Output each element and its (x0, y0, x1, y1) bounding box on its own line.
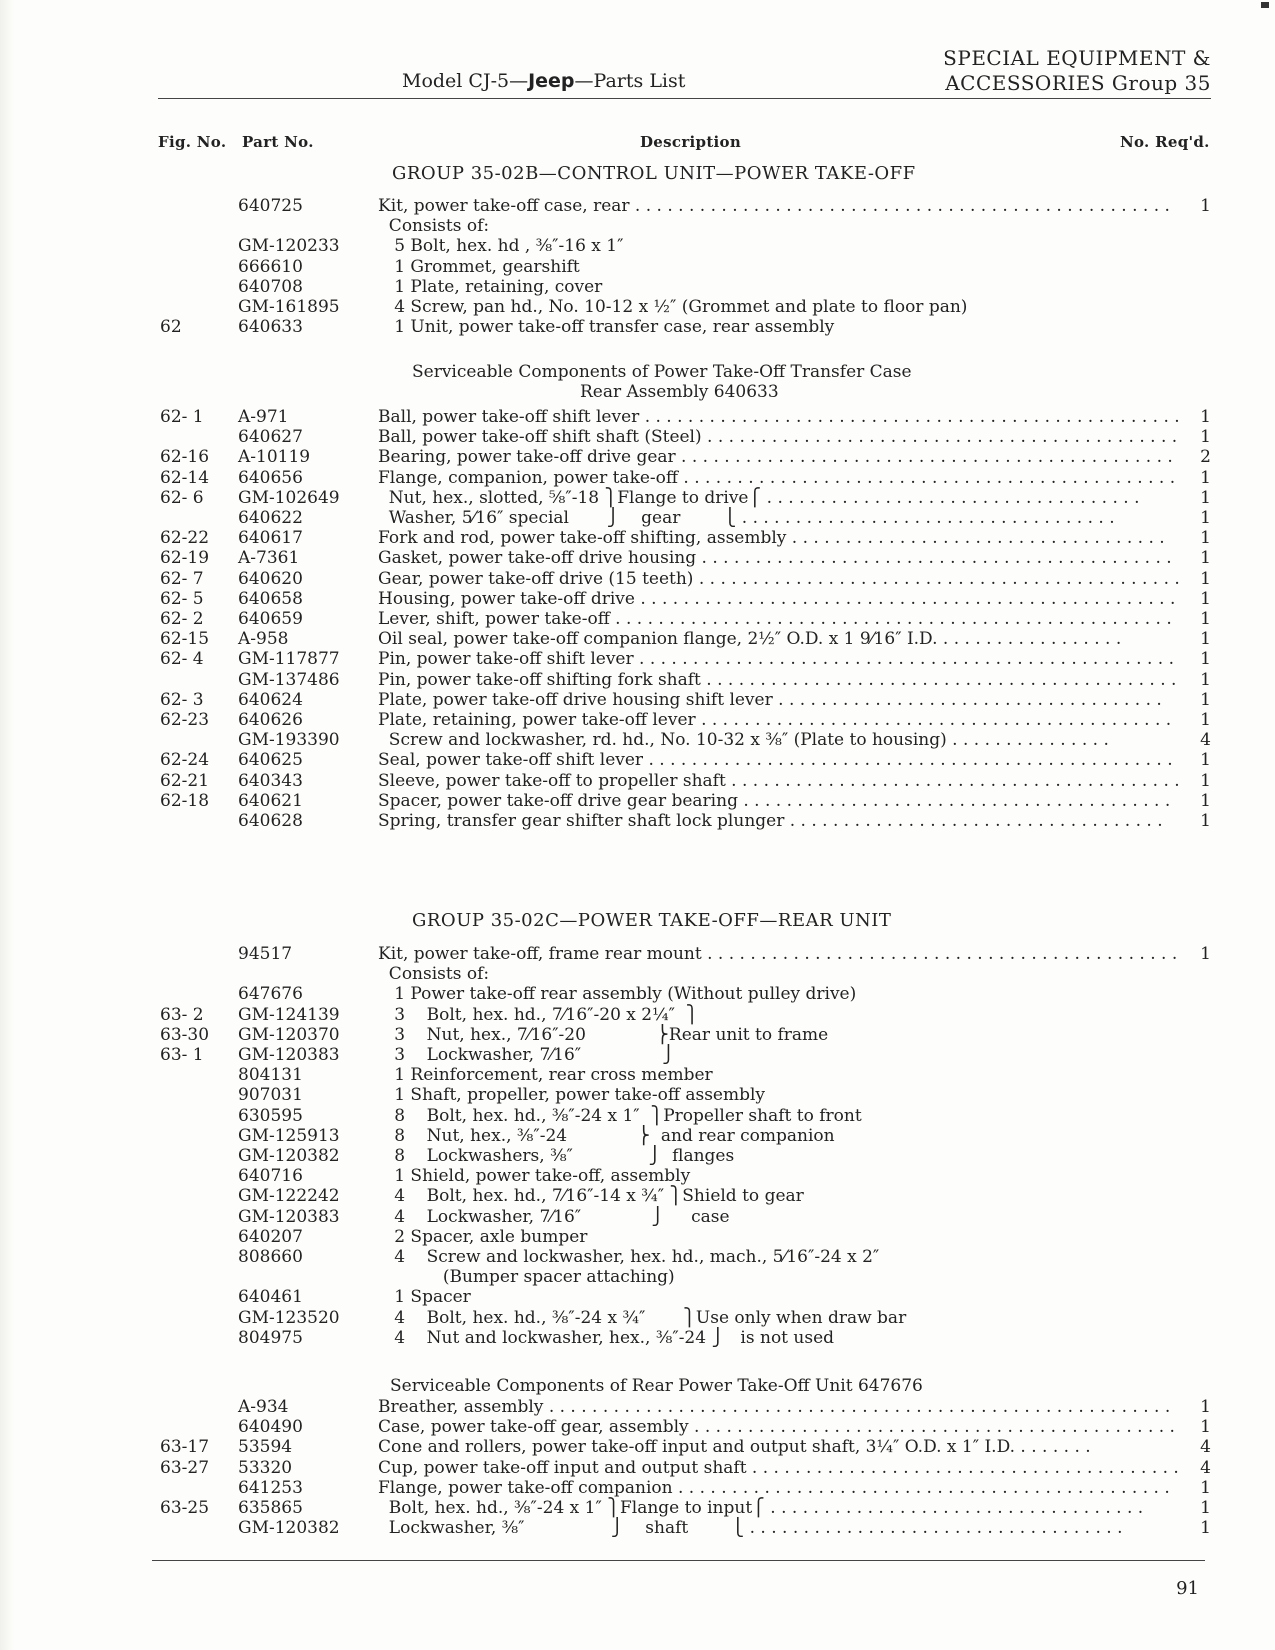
quantity-required: 4 (1200, 1437, 1211, 1458)
part-number: 53594 (238, 1437, 293, 1458)
quantity-required: 1 (1200, 508, 1211, 528)
table-row (0, 811, 1275, 832)
part-description: Washer, 5⁄16″ special ⎭ gear ⎩ . . . . . . . . . . . . . . . . . . . . . . . . . . . . . . . . . . . (378, 508, 1115, 528)
table-row (0, 569, 1275, 590)
scan-corner-mark (1261, 2, 1269, 8)
part-description: Sleeve, power take-off to propeller shaft . . . . . . . . . . . . . . . . . . . . . . . . . . . . . . . . . . . . . . . . . . (378, 770, 1180, 791)
header-rule (158, 98, 1211, 99)
part-number: GM-120382 (238, 1518, 340, 1539)
quantity-required: 1 (1200, 750, 1211, 771)
quantity-required: 1 (1200, 629, 1211, 650)
part-number: 640490 (238, 1417, 303, 1438)
table-row (0, 649, 1275, 670)
quantity-required: 1 (1200, 1518, 1211, 1539)
model-title: Model CJ-5—Jeep—Parts List (402, 70, 686, 92)
table-row (0, 1247, 1275, 1268)
part-description: Plate, retaining, power take-off lever . . . . . . . . . . . . . . . . . . . . . . . . . . . . . . . . . . . . . . . . . . . . (378, 710, 1172, 730)
table-row (0, 1085, 1275, 1106)
part-description: (Bumper spacer attaching) (378, 1267, 675, 1288)
part-description: 3 Lockwasher, 7⁄16″ ⎭ (378, 1045, 675, 1065)
group2-title: GROUP 35-02C—POWER TAKE-OFF—REAR UNIT (412, 910, 892, 931)
part-description: Cup, power take-off input and output shaft . . . . . . . . . . . . . . . . . . . . . . . . . . . . . . . . . . . . . . . . (378, 1457, 1179, 1478)
part-number: 640725 (238, 196, 303, 216)
group1-title: GROUP 35-02B—CONTROL UNIT—POWER TAKE-OFF (392, 163, 916, 184)
part-number: 640656 (238, 467, 303, 488)
part-description: Nut, hex., slotted, ⅝″-18 ⎫Flange to drive⎧ . . . . . . . . . . . . . . . . . . . . . . . . . . . . . . . . . . . (378, 487, 1140, 508)
part-description: Spring, transfer gear shifter shaft lock plunger . . . . . . . . . . . . . . . . . . . . . . . . . . . . . . . . . . . (378, 811, 1163, 831)
section-title: SPECIAL EQUIPMENT & ACCESSORIES Group 35 (943, 46, 1211, 95)
part-number: 647676 (238, 984, 303, 1005)
part-number: 640461 (238, 1287, 303, 1308)
part-number: 640659 (238, 609, 303, 629)
table-row (0, 1328, 1275, 1349)
quantity-required: 4 (1200, 730, 1211, 751)
part-number: 640627 (238, 427, 303, 448)
table-row (0, 548, 1275, 569)
part-number: 907031 (238, 1085, 303, 1106)
part-description: Gasket, power take-off drive housing . . . . . . . . . . . . . . . . . . . . . . . . . . . . . . . . . . . . . . . . . . . . (378, 548, 1172, 569)
part-description: 1 Reinforcement, rear cross member (378, 1065, 713, 1086)
part-description: Lockwasher, ⅜″ ⎭ shaft ⎩ . . . . . . . . . . . . . . . . . . . . . . . . . . . . . . . . . . . (378, 1518, 1123, 1539)
part-description: 4 Bolt, hex. hd., ⅜″-24 x ¾″ ⎫Use only when draw bar (378, 1307, 907, 1328)
table-row (0, 791, 1275, 812)
table-row (0, 964, 1275, 985)
part-description: Pin, power take-off shifting fork shaft . . . . . . . . . . . . . . . . . . . . . . . . . . . . . . . . . . . . . . . . . . . . (378, 669, 1177, 690)
part-number: GM-193390 (238, 730, 340, 751)
col-header-qty: No. Req'd. (1120, 133, 1210, 151)
part-description: Screw and lockwasher, rd. hd., No. 10-32 x ⅜″ (Plate to housing) . . . . . . . . . . . . . . . (378, 730, 1109, 751)
fig-number: 63- 2 (160, 1004, 204, 1025)
part-description: Case, power take-off gear, assembly . . . . . . . . . . . . . . . . . . . . . . . . . . . . . . . . . . . . . . . . . . . . . (378, 1417, 1175, 1438)
table-row (0, 216, 1275, 237)
part-number: 94517 (238, 944, 293, 964)
col-header-desc: Description (640, 133, 742, 151)
part-description: Ball, power take-off shift lever . . . . . . . . . . . . . . . . . . . . . . . . . . . . . . . . . . . . . . . . . . . . . . . . . . (378, 407, 1180, 427)
fig-number: 62-18 (160, 790, 210, 811)
part-number: GM-120383 (238, 1045, 340, 1065)
part-number: 641253 (238, 1477, 303, 1498)
part-number: GM-137486 (238, 669, 340, 690)
table-row (0, 1478, 1275, 1499)
col-header-fig: Fig. No. (158, 133, 227, 151)
part-number: 640628 (238, 811, 303, 831)
table-row (0, 236, 1275, 257)
table-row (0, 508, 1275, 529)
part-description: 4 Nut and lockwasher, hex., ⅜″-24 ⎭ is not used (378, 1327, 835, 1348)
part-description: Bolt, hex. hd., ⅜″-24 x 1″ ⎫Flange to input⎧ . . . . . . . . . . . . . . . . . . . . . . . . . . . . . . . . . . . (378, 1498, 1144, 1518)
table-row (0, 1308, 1275, 1329)
quantity-required: 1 (1200, 710, 1211, 730)
part-description: 2 Spacer, axle bumper (378, 1226, 588, 1247)
fig-number: 62-19 (160, 548, 210, 569)
part-number: 640716 (238, 1166, 303, 1187)
quantity-required: 1 (1200, 467, 1211, 488)
table-row (0, 1458, 1275, 1479)
part-description: Plate, power take-off drive housing shift lever . . . . . . . . . . . . . . . . . . . . . . . . . . . . . . . . . . . . (378, 689, 1162, 710)
table-row (0, 1267, 1275, 1288)
table-row (0, 317, 1275, 338)
quantity-required: 1 (1200, 568, 1211, 589)
quantity-required: 1 (1200, 649, 1211, 670)
table-row (0, 1005, 1275, 1026)
fig-number: 62- 1 (160, 407, 204, 427)
part-number: 635865 (238, 1498, 303, 1518)
quantity-required: 1 (1200, 427, 1211, 448)
part-description: Pin, power take-off shift lever . . . . . . . . . . . . . . . . . . . . . . . . . . . . . . . . . . . . . . . . . . . . . . . . . . (378, 649, 1174, 670)
part-number: A-934 (238, 1397, 289, 1417)
table-row (0, 1498, 1275, 1519)
part-description: Fork and rod, power take-off shifting, assembly . . . . . . . . . . . . . . . . . . . . . . . . . . . . . . . . . . . (378, 528, 1165, 549)
table-row (0, 447, 1275, 468)
part-description: Oil seal, power take-off companion flange, 2½″ O.D. x 1 9⁄16″ I.D. . . . . . . . . . . . . . . . . . (378, 629, 1122, 650)
table-row (0, 528, 1275, 549)
part-description: Consists of: (378, 216, 490, 237)
table-row (0, 1126, 1275, 1147)
fig-number: 62 (160, 317, 182, 338)
table-row (0, 771, 1275, 792)
table-row (0, 1397, 1275, 1418)
table-row (0, 257, 1275, 278)
table-row (0, 984, 1275, 1005)
part-number: A-10119 (238, 447, 311, 468)
part-number: 640207 (238, 1226, 303, 1247)
quantity-required: 2 (1200, 447, 1211, 468)
part-description: Gear, power take-off drive (15 teeth) . . . . . . . . . . . . . . . . . . . . . . . . . . . . . . . . . . . . . . . . . . . . . (378, 568, 1180, 589)
table-row (0, 690, 1275, 711)
part-number: GM-122242 (238, 1186, 340, 1207)
part-description: 8 Nut, hex., ⅜″-24 ⎬ and rear companion (378, 1125, 835, 1146)
fig-number: 63-30 (160, 1024, 210, 1045)
fig-number: 63-25 (160, 1498, 210, 1518)
footer-rule (152, 1560, 1205, 1561)
col-header-part: Part No. (242, 133, 314, 151)
table-row (0, 730, 1275, 751)
quantity-required: 1 (1200, 811, 1211, 831)
fig-number: 62-16 (160, 447, 210, 468)
quantity-required: 1 (1200, 770, 1211, 791)
table-row (0, 670, 1275, 691)
part-description: Breather, assembly . . . . . . . . . . . . . . . . . . . . . . . . . . . . . . . . . . . . . . . . . . . . . . . . . . . . . . . . . . (378, 1397, 1171, 1417)
part-description: 4 Screw and lockwasher, hex. hd., mach., 5⁄16″-24 x 2″ (378, 1247, 880, 1267)
group2-subtitle: Serviceable Components of Rear Power Take-Off Unit 647676 (390, 1376, 923, 1396)
quantity-required: 1 (1200, 944, 1211, 964)
table-row (0, 277, 1275, 298)
part-number: 640625 (238, 750, 303, 771)
part-description: 1 Spacer (378, 1287, 471, 1308)
part-number: 666610 (238, 256, 303, 277)
table-row (0, 750, 1275, 771)
table-row (0, 710, 1275, 731)
quantity-required: 1 (1200, 588, 1211, 609)
table-row (0, 589, 1275, 610)
quantity-required: 1 (1200, 790, 1211, 811)
table-row (0, 1417, 1275, 1438)
quantity-required: 4 (1200, 1457, 1211, 1478)
part-number: 640624 (238, 689, 303, 710)
part-number: GM-123520 (238, 1307, 340, 1328)
fig-number: 62-23 (160, 710, 210, 730)
quantity-required: 1 (1200, 1477, 1211, 1498)
table-row (0, 468, 1275, 489)
part-description: 4 Lockwasher, 7⁄16″ ⎭ case (378, 1206, 730, 1227)
group1-subtitle-1: Serviceable Components of Power Take-Off Transfer Case (412, 362, 912, 382)
part-description: Ball, power take-off shift shaft (Steel) . . . . . . . . . . . . . . . . . . . . . . . . . . . . . . . . . . . . . . . . . . . . (378, 427, 1178, 448)
fig-number: 62- 5 (160, 588, 204, 609)
table-row (0, 609, 1275, 630)
part-number: A-958 (238, 629, 289, 650)
fig-number: 62- 3 (160, 689, 204, 710)
part-description: Lever, shift, power take-off . . . . . . . . . . . . . . . . . . . . . . . . . . . . . . . . . . . . . . . . . . . . . . . . . . . . (378, 609, 1172, 629)
table-row (0, 1518, 1275, 1539)
fig-number: 62-15 (160, 629, 210, 650)
fig-number: 62- 7 (160, 568, 204, 589)
group1-subtitle-2: Rear Assembly 640633 (580, 382, 779, 402)
fig-number: 62- 2 (160, 609, 204, 629)
part-number: GM-161895 (238, 297, 340, 317)
table-row (0, 407, 1275, 428)
fig-number: 62- 4 (160, 649, 204, 670)
quantity-required: 1 (1200, 487, 1211, 508)
fig-number: 63-17 (160, 1437, 210, 1458)
part-description: 4 Bolt, hex. hd., 7⁄16″-14 x ¾″ ⎫Shield to gear (378, 1186, 804, 1207)
table-row (0, 1065, 1275, 1086)
table-row (0, 297, 1275, 318)
part-number: 640708 (238, 276, 303, 297)
part-description: 5 Bolt, hex. hd , ⅜″-16 x 1″ (378, 236, 624, 257)
part-description: 3 Bolt, hex. hd., 7⁄16″-20 x 2¼″ ⎫ (378, 1004, 699, 1025)
part-description: Cone and rollers, power take-off input and output shaft, 3¼″ O.D. x 1″ I.D. . . . . . . . (378, 1437, 1091, 1458)
part-description: 8 Bolt, hex. hd., ⅜″-24 x 1″ ⎫Propeller shaft to front (378, 1105, 862, 1126)
quantity-required: 1 (1200, 548, 1211, 569)
part-number: GM-125913 (238, 1125, 340, 1146)
part-description: Flange, power take-off companion . . . . . . . . . . . . . . . . . . . . . . . . . . . . . . . . . . . . . . . . . . . . . . (378, 1477, 1170, 1498)
fig-number: 63-27 (160, 1457, 210, 1478)
part-number: 53320 (238, 1457, 293, 1478)
quantity-required: 1 (1200, 1397, 1211, 1417)
table-row (0, 1207, 1275, 1228)
part-number: A-7361 (238, 548, 300, 569)
part-number: 640626 (238, 710, 303, 730)
table-row (0, 196, 1275, 217)
table-row (0, 1227, 1275, 1248)
part-number: A-971 (238, 407, 289, 427)
part-description: Spacer, power take-off drive gear bearing . . . . . . . . . . . . . . . . . . . . . . . . . . . . . . . . . . . . . . . . (378, 790, 1171, 811)
part-description: 1 Shield, power take-off, assembly (378, 1166, 691, 1187)
part-number: 640343 (238, 770, 303, 791)
fig-number: 62-24 (160, 750, 210, 771)
part-description: 1 Plate, retaining, cover (378, 276, 603, 297)
quantity-required: 1 (1200, 669, 1211, 690)
part-description: 1 Power take-off rear assembly (Without pulley drive) (378, 984, 857, 1005)
part-description: 1 Unit, power take-off transfer case, rear assembly (378, 317, 835, 338)
table-row (0, 944, 1275, 965)
part-description: Bearing, power take-off drive gear . . . . . . . . . . . . . . . . . . . . . . . . . . . . . . . . . . . . . . . . . . . . . . (378, 447, 1173, 468)
part-number: 640621 (238, 790, 303, 811)
fig-number: 63- 1 (160, 1045, 204, 1065)
part-description: 8 Lockwashers, ⅜″ ⎭ flanges (378, 1146, 735, 1166)
fig-number: 62- 6 (160, 487, 204, 508)
table-row (0, 1186, 1275, 1207)
part-description: Consists of: (378, 964, 490, 985)
part-description: 3 Nut, hex., 7⁄16″-20 ⎬Rear unit to frame (378, 1024, 829, 1045)
table-row (0, 1287, 1275, 1308)
part-description: 1 Grommet, gearshift (378, 256, 580, 277)
page-number: 91 (1176, 1578, 1199, 1599)
part-number: 804131 (238, 1065, 303, 1086)
quantity-required: 1 (1200, 196, 1211, 216)
fig-number: 62-21 (160, 770, 210, 791)
quantity-required: 1 (1200, 528, 1211, 549)
table-row (0, 1146, 1275, 1167)
table-row (0, 1106, 1275, 1127)
part-description: Flange, companion, power take-off . . . . . . . . . . . . . . . . . . . . . . . . . . . . . . . . . . . . . . . . . . . . . . (378, 467, 1176, 488)
fig-number: 62-22 (160, 528, 210, 549)
part-description: 1 Shaft, propeller, power take-off assembly (378, 1085, 766, 1106)
part-number: GM-120233 (238, 236, 340, 257)
table-row (0, 629, 1275, 650)
part-number: GM-117877 (238, 649, 340, 670)
part-description: Kit, power take-off, frame rear mount . . . . . . . . . . . . . . . . . . . . . . . . . . . . . . . . . . . . . . . . . . . . (378, 944, 1178, 964)
part-description: Housing, power take-off drive . . . . . . . . . . . . . . . . . . . . . . . . . . . . . . . . . . . . . . . . . . . . . . . . . . (378, 588, 1176, 609)
part-number: GM-120370 (238, 1024, 340, 1045)
quantity-required: 1 (1200, 1417, 1211, 1438)
part-number: 630595 (238, 1105, 303, 1126)
table-row (0, 427, 1275, 448)
part-number: GM-102649 (238, 487, 340, 508)
table-row (0, 488, 1275, 509)
quantity-required: 1 (1200, 689, 1211, 710)
part-number: 640633 (238, 317, 303, 338)
table-row (0, 1437, 1275, 1458)
quantity-required: 1 (1200, 407, 1211, 427)
part-description: Kit, power take-off case, rear . . . . . . . . . . . . . . . . . . . . . . . . . . . . . . . . . . . . . . . . . . . . . . . . . . (378, 196, 1170, 216)
part-number: GM-124139 (238, 1004, 340, 1025)
quantity-required: 1 (1200, 1498, 1211, 1518)
part-number: 808660 (238, 1247, 303, 1267)
part-description: Seal, power take-off shift lever . . . . . . . . . . . . . . . . . . . . . . . . . . . . . . . . . . . . . . . . . . . . . . . . . (378, 750, 1173, 771)
fig-number: 62-14 (160, 467, 210, 488)
part-number: GM-120382 (238, 1146, 340, 1166)
table-row (0, 1045, 1275, 1066)
part-number: GM-120383 (238, 1206, 340, 1227)
table-row (0, 1025, 1275, 1046)
quantity-required: 1 (1200, 609, 1211, 629)
part-description: 4 Screw, pan hd., No. 10-12 x ½″ (Grommet and plate to floor pan) (378, 297, 968, 317)
part-number: 804975 (238, 1327, 303, 1348)
part-number: 640658 (238, 588, 303, 609)
part-number: 640617 (238, 528, 303, 549)
part-number: 640622 (238, 508, 303, 528)
table-row (0, 1166, 1275, 1187)
part-number: 640620 (238, 568, 303, 589)
